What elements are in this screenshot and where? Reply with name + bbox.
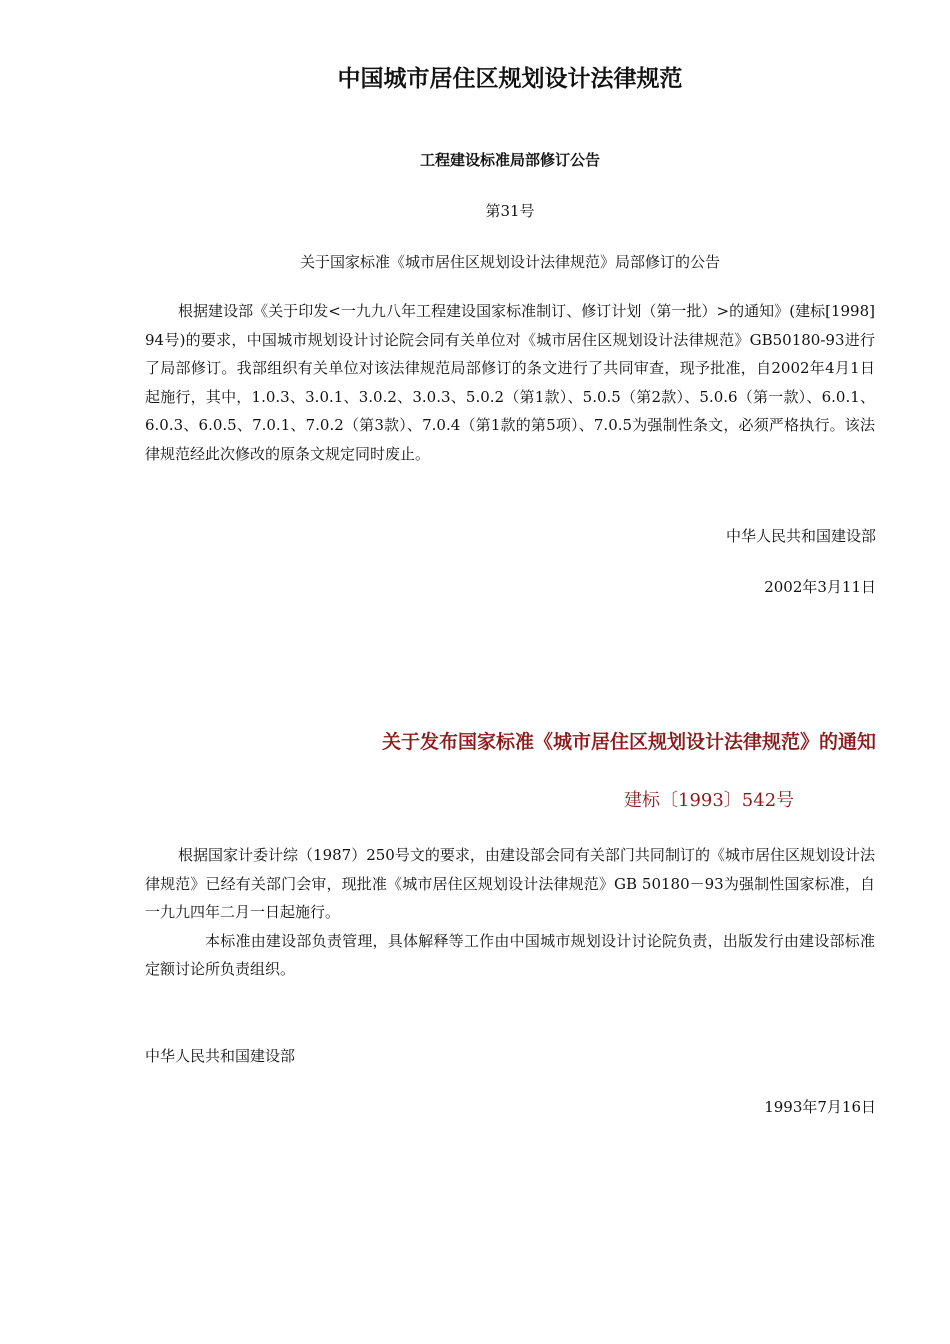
announcement-issuer: 中华人民共和国建设部 bbox=[725, 527, 876, 545]
notice-paragraph-2: 本标准由建设部负责管理，具体解释等工作由中国城市规划设计讨论院负责，出版发行由建设部标准定额讨论所负责组织。 bbox=[145, 931, 875, 979]
announcement-subject: 关于国家标准《城市居住区规划设计法律规范》局部修订的公告 bbox=[299, 253, 720, 271]
announcement-body bbox=[145, 297, 875, 469]
notice-body bbox=[145, 841, 875, 984]
notice-paragraph-1: 根据国家计委计综（1987）250号文的要求，由建设部会同有关部门共同制订的《城市居住区规划设计法律规范》已经有关部门会审，现批准《城市居住区规划设计法律规范》GB 50180－93为强制性国家标准，自一九九四年二月一日起施行。 bbox=[145, 846, 875, 922]
announcement-date: 2002年3月11日 bbox=[764, 578, 876, 596]
revision-announcement-heading: 工程建设标准局部修订公告 bbox=[419, 151, 600, 169]
notice-date: 1993年7月16日 bbox=[764, 1098, 876, 1116]
notice-number: 建标〔1993〕542号 bbox=[624, 790, 795, 811]
document-title: 中国城市居住区规划设计法律规范 bbox=[337, 66, 683, 92]
notice-title: 关于发布国家标准《城市居住区规划设计法律规范》的通知 bbox=[381, 731, 876, 753]
announcement-paragraph: 根据建设部《关于印发<一九九八年工程建设国家标准制订、修订计划（第一批）>的通知》(建标[1998]94号)的要求，中国城市规划设计讨论院会同有关单位对《城市居住区规划设计法律规范》GB50180-93进行了局部修订。我部组织有关单位对该法律规范局部修订的条文进行了共同审查，现予批准，自2002年4月1日起施行，其中，1.0.3、3.0.1、3.0.2、3.0.3、5.0.2（第1款）、5.0.5（第2款）、5.0.6（第一款）、6.0.1、6.0.3、6.0.5、7.0.1、7.0.2（第3款）、7.0.4（第1款的第5项）、7.0.5为强制性条文，必须严格执行。该法律规范经此次修改的原条文规定同时废止。 bbox=[145, 302, 875, 463]
notice-issuer: 中华人民共和国建设部 bbox=[145, 1047, 296, 1065]
announcement-number: 第31号 bbox=[485, 202, 535, 220]
